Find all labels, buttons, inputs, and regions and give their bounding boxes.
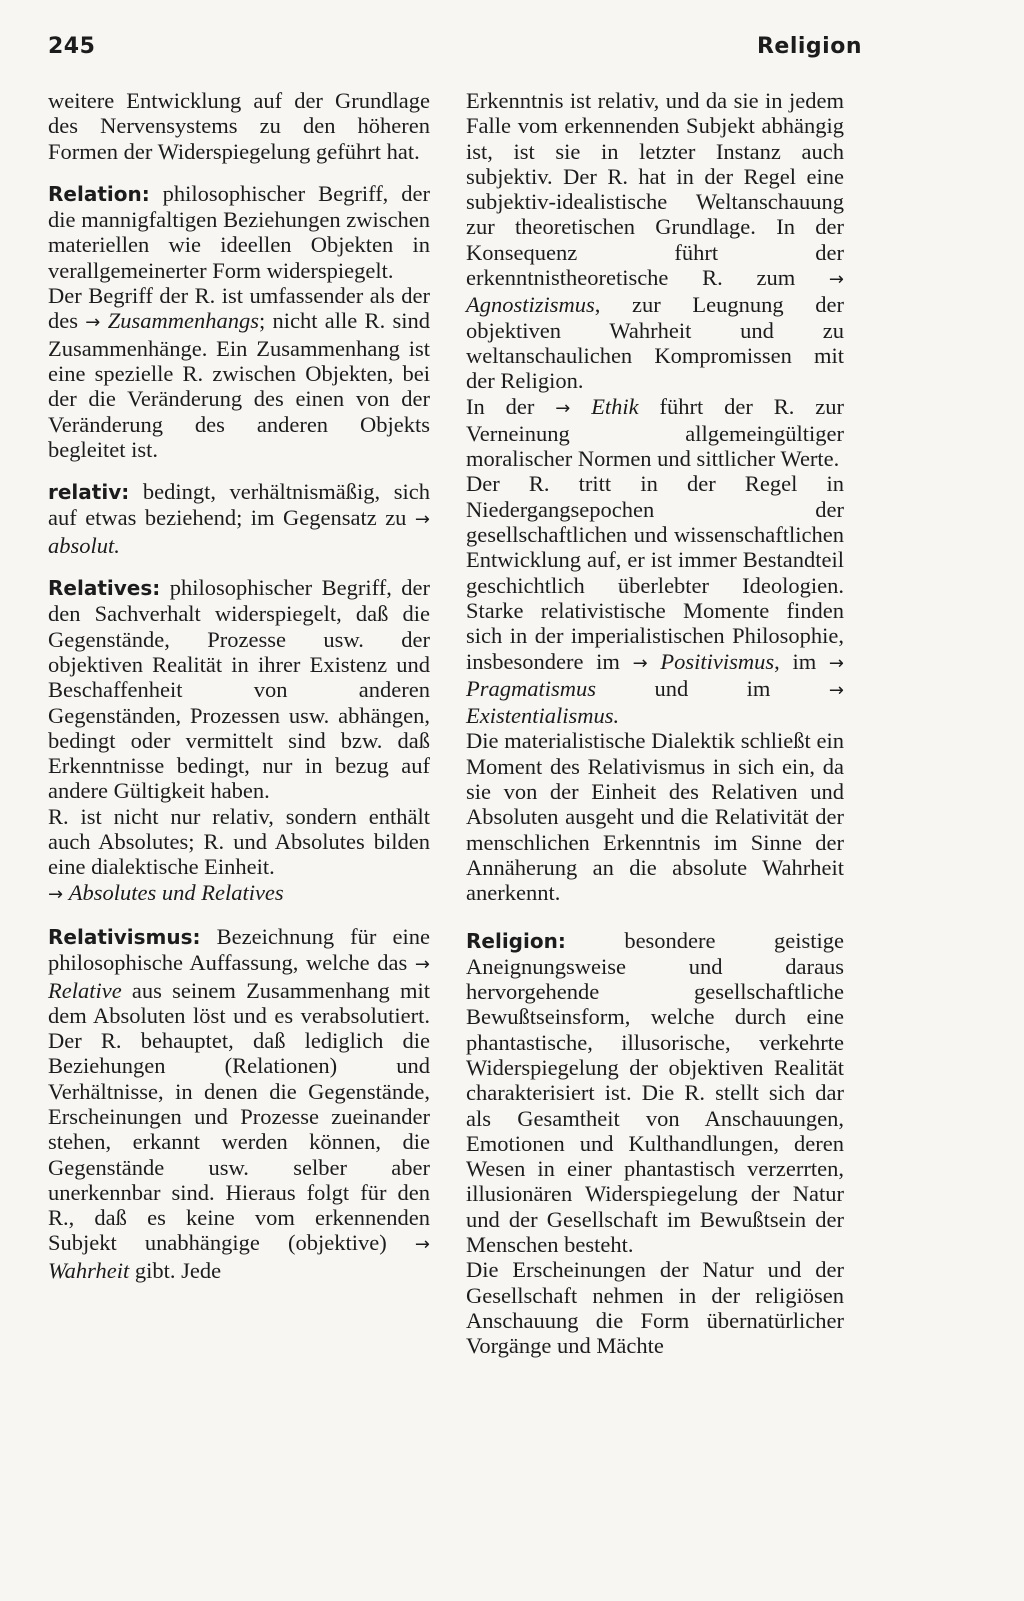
text: gibt. Jede	[129, 1257, 222, 1283]
entry-term: relativ:	[48, 480, 130, 505]
text: Der Begriff der R. ist umfassender als der des	[48, 283, 430, 334]
cross-reference: Positivismus	[660, 648, 775, 674]
right-column	[466, 88, 844, 1359]
paragraph: R. ist nicht nur relativ, sondern enthält auch Absolutes; R. und Absolutes bilden eine dialektische Einheit.	[48, 803, 430, 880]
running-head: Religion	[756, 34, 862, 59]
text: Erkenntnis ist relativ, und da sie in jedem Falle vom erkennenden Subjekt abhängig ist, ist sie in letzter Instanz auch subjektiv. Der R. hat in der Regel eine subjektiv-idealistische Weltanschauung zur theoretischen Grundlage. In der Konsequenz führt der erkenntnistheoretische R. zum	[466, 88, 844, 291]
page-number: 245	[48, 34, 96, 59]
cross-reference: Wahrheit	[48, 1257, 130, 1283]
arrow-right-icon: →	[85, 312, 101, 334]
cross-reference: Existentialismus.	[466, 703, 620, 729]
entry-definition: besondere geistige Aneignungsweise und daraus hervorgehende gesellschaftliche Bewußtseinsform, welche durch eine phantastische, illusorische, verkehrte Widerspiegelung der objektiven Realität charakterisiert ist. Die R. stellt sich dar als Gesamtheit von Anschauungen, Emotionen und Kulthandlungen, deren Wesen in einer phantastisch verzerrten, illusionären Widerspiegelung der Natur und der Gesellschaft im Bewußtsein der Menschen besteht.	[466, 927, 844, 1258]
entry-relativismus	[48, 924, 430, 1283]
paragraph-continuation: weitere Entwicklung auf der Grundlage des Nervensystems zu den höheren Formen der Widerspiegelung geführt hat.	[48, 88, 430, 164]
arrow-right-icon: →	[828, 652, 844, 674]
entry-term: Religion:	[466, 928, 566, 953]
entry-definition: bedingt, verhältnismäßig, sich auf etwas beziehend; im Gegensatz zu	[48, 479, 430, 531]
entry-relation	[48, 181, 430, 283]
paragraph: Die Erscheinungen der Natur und der Gesellschaft nehmen in der religiösen Anschauung die Form übernatürlicher Vorgänge und Mächte	[466, 1257, 844, 1359]
cross-reference: absolut.	[48, 532, 120, 558]
cross-reference: Zusammenhangs	[107, 308, 259, 334]
see-also	[48, 880, 430, 907]
paragraph	[466, 88, 844, 394]
paragraph	[48, 283, 430, 462]
left-column	[48, 88, 430, 1283]
arrow-right-icon: →	[555, 397, 571, 419]
arrow-right-icon: →	[828, 679, 844, 701]
entry-relatives	[48, 575, 430, 804]
arrow-right-icon: →	[414, 509, 430, 531]
cross-reference: Agnostizismus	[466, 292, 595, 318]
text: Der R. tritt in der Regel in Niedergangsepochen der gesellschaftlichen und wissenschaftlichen Entwicklung auf, er ist immer Bestandteil geschichtlich überlebter Ideologien. Starke relativistische Momente finden sich in der imperialistischen Philosophie, insbesondere im	[466, 471, 844, 674]
entry-definition: philosophischer Begriff, der die mannigfaltigen Beziehungen zwischen materiellen wie ideellen Objekten in verallgemeinerter Form widerspiegelt.	[48, 180, 430, 283]
entry-term: Relation:	[48, 181, 150, 206]
cross-reference: Ethik	[591, 393, 639, 419]
text: , im	[774, 648, 829, 674]
arrow-right-icon: →	[48, 883, 64, 905]
text: aus seinem Zusammenhang mit dem Absoluten löst und es verabsolutiert. Der R. behauptet, daß lediglich die Beziehungen (Relationen) und Verhältnisse, in denen die Gegenstände, Erscheinungen und Prozesse zueinander stehen, erkannt werden können, die Gegenstände usw. selber aber unerkennbar sind. Hieraus folgt für den R., daß es keine vom erkennenden Subjekt unabhängige (objektive)	[48, 977, 430, 1256]
entry-term: Relatives:	[48, 576, 161, 601]
text: , zur Leugnung der objektiven Wahrheit und zu weltanschaulichen Kompromissen mit der Religion.	[466, 292, 844, 394]
paragraph	[466, 394, 844, 472]
arrow-right-icon: →	[414, 1234, 430, 1256]
entry-religion	[466, 928, 844, 1258]
paragraph: Die materialistische Dialektik schließt ein Moment des Relativismus in sich ein, da sie von der Einheit des Relativen und Absoluten ausgeht und die Relativität der menschlichen Erkenntnis im Sinne der Annäherung an die absolute Wahrheit anerkennt.	[466, 728, 844, 906]
text: In der	[466, 393, 556, 419]
entry-definition: philosophischer Begriff, der den Sachverhalt widerspiegelt, daß die Gegenstände, Prozesse usw. der objektiven Realität in ihrer Existenz und Beschaffenheit von anderen Gegenständen, Prozessen usw. abhängen, bedingt oder vermittelt sind bzw. daß Erkenntnisse bedingt, nur in bezug auf andere Gültigkeit haben.	[48, 575, 430, 804]
text: ; nicht alle R. sind Zusammenhänge. Ein Zusammenhang ist eine spezielle R. zwischen Objekten, bei der die Veränderung des einen von der Veränderung des anderen Objekts begleitet ist.	[48, 308, 430, 462]
arrow-right-icon: →	[414, 954, 430, 976]
entry-term: Relativismus:	[48, 924, 201, 949]
arrow-right-icon: →	[632, 652, 648, 674]
text: führt der R. zur Verneinung allgemeingültiger moralischer Normen und sittlicher Werte.	[466, 393, 844, 472]
cross-reference: Relative	[48, 977, 122, 1003]
cross-reference: Pragmatismus	[466, 675, 597, 701]
paragraph	[466, 471, 844, 728]
cross-reference: Absolutes und Relatives	[68, 879, 284, 905]
text: Bezeichnung für eine philosophische Auffassung, welche das	[48, 923, 430, 976]
text: und im	[596, 675, 829, 701]
entry-relativ	[48, 479, 430, 558]
arrow-right-icon: →	[828, 269, 844, 291]
